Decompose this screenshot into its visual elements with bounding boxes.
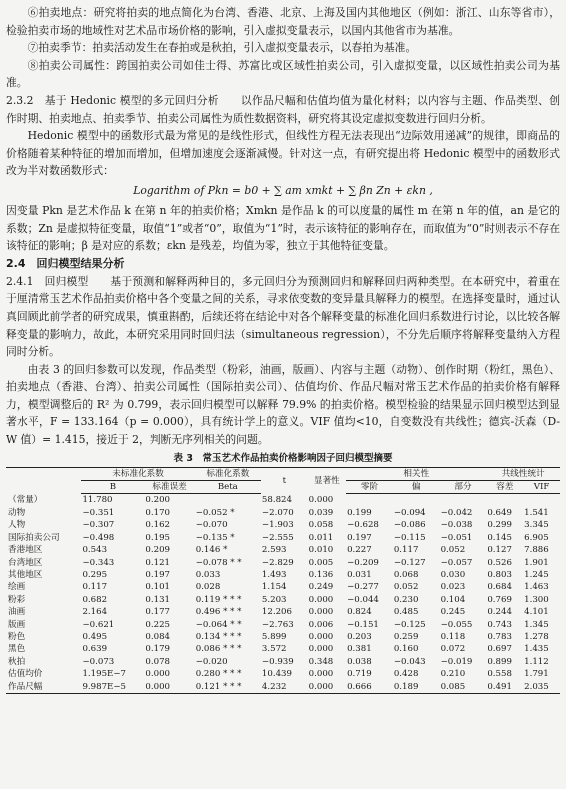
table-cell	[393, 494, 440, 507]
table-row	[6, 643, 560, 655]
table-cell: −0.127	[393, 557, 426, 568]
table-cell: 0.162	[145, 520, 171, 531]
table-cell: 0.195	[145, 532, 171, 543]
table-cell: 0.428	[393, 669, 419, 680]
header-std-error: 标准误差	[144, 481, 194, 494]
table-cell: 0.136	[308, 569, 334, 580]
table-cell: 0.085	[440, 681, 487, 694]
table-cell: −0.055	[440, 619, 473, 630]
table-row	[6, 569, 560, 581]
table-cell: 4.232	[261, 681, 308, 694]
table-cell: 10.439	[261, 669, 292, 680]
header-partial: 偏	[393, 481, 440, 494]
table-cell: 1.112	[524, 656, 549, 667]
table-cell: 58.824	[261, 495, 292, 506]
table-cell: −0.125	[393, 619, 426, 630]
header-correlation: 相关性	[346, 467, 486, 480]
table-cell: −2.555	[261, 532, 294, 543]
table-cell: 0.000	[144, 681, 194, 694]
table-cell: 0.119 * * *	[195, 594, 242, 605]
table-cell: 0.028	[195, 582, 221, 593]
table-cell	[440, 494, 487, 507]
row-label: 估值均价	[8, 669, 43, 680]
header-collinearity: 共线性统计	[486, 467, 560, 480]
row-label: 粉色	[8, 631, 26, 642]
row-label: 版画	[8, 619, 26, 630]
table-cell: 6.905	[524, 532, 549, 543]
table-cell: −0.078 * *	[195, 557, 242, 568]
table-cell: 0.769	[487, 594, 512, 605]
table-cell: 0.052	[393, 582, 419, 593]
table-cell: 1.901	[524, 557, 549, 568]
header-empty	[6, 467, 81, 494]
table-cell: 1.195E−7	[82, 669, 126, 680]
table-cell: 5.899	[261, 631, 287, 642]
table-cell: 0.134 * * *	[195, 631, 242, 642]
table-cell: 0.280 * * *	[195, 669, 242, 680]
row-label: 粉彩	[8, 594, 26, 605]
table-cell: 0.558	[487, 669, 512, 680]
row-label: 油画	[8, 607, 26, 618]
table-cell: 0.118	[440, 631, 466, 642]
table-cell: −2.829	[261, 557, 294, 568]
header-vif: VIF	[523, 481, 560, 494]
table-cell: 0.899	[487, 656, 512, 667]
table-cell: 0.348	[308, 656, 334, 667]
table-cell: 0.000	[145, 669, 171, 680]
table-cell: 0.496 * * *	[195, 607, 242, 618]
table-cell: 0.526	[487, 557, 512, 568]
table-cell: 0.719	[347, 669, 372, 680]
table-cell: 1.278	[524, 631, 549, 642]
table-cell: 0.227	[347, 545, 372, 556]
table-cell: −0.628	[347, 520, 379, 531]
regression-formula: Logarithm of Pkn = b0 + ∑ am xmkt + ∑ βn Zn + εkn ,	[133, 183, 433, 197]
table-cell: −0.351	[82, 507, 115, 518]
table-cell: 0.684	[487, 582, 512, 593]
table-cell: 0.299	[487, 520, 512, 531]
table-cell: −0.094	[393, 507, 426, 518]
table-cell: 0.170	[145, 507, 171, 518]
table-cell: 0.697	[487, 644, 512, 655]
table-cell: 0.000	[308, 594, 334, 605]
table-cell: 0.030	[440, 569, 466, 580]
table-cell: 2.164	[82, 607, 108, 618]
table-cell: 0.000	[308, 681, 346, 694]
row-label: （常量）	[8, 495, 43, 506]
header-tolerance: 容差	[486, 481, 523, 494]
table-cell: 5.203	[261, 594, 287, 605]
table-row	[6, 656, 560, 668]
table-cell: 0.033	[195, 569, 221, 580]
table-cell: 0.039	[308, 507, 334, 518]
table-cell: 0.160	[393, 644, 419, 655]
table-cell: 1.463	[524, 582, 549, 593]
table-cell: 0.249	[308, 582, 334, 593]
table-cell: 0.000	[308, 495, 334, 506]
table-cell: −0.939	[261, 656, 294, 667]
table-cell: 0.244	[487, 607, 512, 618]
table-cell: 0.127	[487, 545, 512, 556]
table-cell: 0.146 *	[195, 545, 228, 556]
table-cell: 0.121	[145, 557, 171, 568]
table-body	[6, 494, 560, 694]
row-label: 绘画	[8, 582, 26, 593]
table-cell: 0.177	[145, 607, 171, 618]
table-cell: 0.245	[440, 607, 466, 618]
table-cell: 0.189	[393, 681, 440, 694]
table-cell: 0.131	[145, 594, 171, 605]
table-cell: 0.543	[82, 545, 108, 556]
table-cell: 0.179	[145, 644, 171, 655]
table-row	[6, 619, 560, 631]
table-cell: −0.498	[82, 532, 115, 543]
header-part: 部分	[440, 481, 487, 494]
table-cell: 0.203	[347, 631, 372, 642]
row-label: 其他地区	[8, 569, 43, 580]
table-cell: 0.145	[487, 532, 512, 543]
table-cell: 0.086 * * *	[195, 644, 242, 655]
header-zero-order: 零阶	[346, 481, 393, 494]
table-cell: −0.073	[82, 656, 115, 667]
header-unstandardized: 未标准化系数	[81, 467, 194, 480]
table-cell: 0.000	[308, 669, 334, 680]
table-cell: 0.259	[393, 631, 419, 642]
table-cell: 0.491	[486, 681, 523, 694]
table-cell: 0.084	[145, 631, 171, 642]
table-row	[6, 544, 560, 556]
table-cell: 7.886	[524, 545, 549, 556]
table-cell: 0.295	[82, 569, 108, 580]
table-row	[6, 494, 560, 507]
paragraph-regression-results: 由表 3 的回归参数可以发现，作品类型（粉彩，油画，版画）、内容与主题（动物）、创作时期（粉红，黑色）、拍卖地点（香港、台湾）、拍卖公司属性（国际拍卖公司）、估值均价、作品尺幅对常玉艺术作品的拍卖价格有解释力，模型调整后的 R² 为 0.799，表示回归模型可以解释 79.9% 的拍卖价格。模型检验的结果显示回归模型达到显著水平，F = 133.164（p = 0.000），具有统计学上的意义。VIF 值均<10，自变数没有共线性；德宾-沃森（D-W 值）= 1.415，接近于 2，判断无序列相关的问题。	[6, 362, 560, 447]
table-cell: −0.038	[440, 520, 473, 531]
row-label: 秋拍	[8, 656, 26, 667]
table-cell: 0.121 * * *	[195, 681, 261, 694]
table-caption: 表 3 常玉艺术作品拍卖价格影响因子回归模型摘要	[173, 452, 393, 464]
paragraph-hedonic-model: Hedonic 模型中的函数形式最为常见的是线性形式，但线性方程无法表现出“边际效用递减”的规律，即商品的价格随着某种特征的增加而增加，但增加速度会逐渐减慢。针对这一点，有研究提出将 Hedonic 模型中的函数形式改为半对数函数形式：	[6, 129, 560, 178]
table-cell: 11.780	[82, 495, 113, 506]
table-cell: 0.824	[347, 607, 372, 618]
table-cell: 0.666	[346, 681, 393, 694]
section-2-4-1: 2.4.1 回归模型 基于预测和解释两种目的，多元回归分为预测回归和解释回归两种类型。在本研究中，着重在于厘清常玉艺术作品拍卖价格中各个变量之间的关系，寻求依变数的变异量具解释力的模型。在选择变量时，通过认真回顾此前学者的研究成果，慎重斟酌，后续还将在结论中对各个解释变量的标准化回归系数进行讨论，以比较各解释变量的影响力，故此，本研究采用同时回归法（simultaneous regression），不分先后顺序将解释变量纳入方程同时分析。	[6, 274, 560, 359]
table-cell: 0.209	[145, 545, 171, 556]
table-cell: 0.101	[145, 582, 171, 593]
table-cell: −2.070	[261, 507, 294, 518]
header-b: B	[81, 481, 144, 494]
paragraph-auction-location: ⑥拍卖地点：研究将拍卖的地点简化为台湾、香港、北京、上海及国内其他地区（例如：浙江、山东等省市），检验拍卖市场的地域性对艺术品市场价格的影响，引入虚拟变量表示，以国内其他省市为基准。	[6, 6, 560, 37]
table-cell: −2.763	[261, 619, 294, 630]
table-cell: 1.541	[524, 507, 549, 518]
table-row	[6, 606, 560, 618]
table-cell: 2.593	[261, 545, 287, 556]
header-standardized: 标准化系数	[195, 467, 261, 480]
table-cell: 0.078	[145, 656, 171, 667]
table-cell: 0.005	[308, 557, 334, 568]
table-row	[6, 581, 560, 593]
table-row	[6, 631, 560, 643]
row-label: 动物	[8, 507, 26, 518]
table-cell: 9.987E−5	[81, 681, 144, 694]
table-cell: 0.199	[347, 507, 372, 518]
table-cell: 1.245	[524, 569, 549, 580]
table-cell: 0.011	[308, 532, 334, 543]
table-cell: −0.064 * *	[195, 619, 242, 630]
table-cell: 3.345	[524, 520, 549, 531]
table-cell: 1.791	[524, 669, 549, 680]
table-cell: −0.307	[82, 520, 115, 531]
table-cell: 0.197	[347, 532, 372, 543]
table-cell: −0.621	[82, 619, 115, 630]
table-cell: −0.086	[393, 520, 426, 531]
table-cell: −0.043	[393, 656, 426, 667]
header-beta: Beta	[195, 481, 261, 494]
table-cell: −0.044	[347, 594, 379, 605]
table-cell: 0.210	[440, 669, 466, 680]
table-cell: 0.743	[487, 619, 512, 630]
section-2-4-heading: 2.4 回归模型结果分析	[6, 256, 125, 270]
table-cell: 0.072	[440, 644, 466, 655]
table-cell: 0.010	[308, 545, 334, 556]
table-cell: 0.006	[308, 619, 334, 630]
table-cell: 4.101	[524, 607, 549, 618]
table-cell: −0.052 *	[195, 507, 235, 518]
table-cell: −1.903	[261, 520, 294, 531]
table-cell: 0.117	[393, 545, 419, 556]
table-row	[6, 507, 560, 519]
row-label: 香港地区	[8, 545, 43, 556]
table-cell: 0.052	[440, 545, 466, 556]
table-cell	[523, 494, 560, 507]
table-cell	[346, 494, 393, 507]
table-cell: 0.639	[82, 644, 108, 655]
table-cell: −0.019	[440, 656, 473, 667]
table-cell: 1.345	[524, 619, 549, 630]
table-row	[6, 557, 560, 569]
table-cell: 2.035	[523, 681, 560, 694]
header-t: t	[261, 467, 308, 494]
table-cell: −0.151	[347, 619, 379, 630]
table-cell: 0.783	[487, 631, 512, 642]
table-cell: 0.682	[82, 594, 108, 605]
section-2-3-2: 2.3.2 基于 Hedonic 模型的多元回归分析 以作品尺幅和估值均值为量化材料；以内容与主题、作品类型、创作时期、拍卖地点、拍卖季节、拍卖公司属性为质性数据资料，研究将其设定虚拟变数进行回归分析。	[6, 93, 560, 125]
table-cell: 3.572	[261, 644, 287, 655]
row-label: 作品尺幅	[6, 681, 81, 694]
row-label: 人物	[8, 520, 26, 531]
table-cell: 0.068	[393, 569, 419, 580]
table-cell: 0.803	[487, 569, 512, 580]
table-cell: 12.206	[261, 607, 292, 618]
table-cell: −0.209	[347, 557, 379, 568]
table-cell: 0.038	[347, 656, 372, 667]
table-cell: −0.135 *	[195, 532, 235, 543]
table-cell: 0.225	[145, 619, 171, 630]
table-cell: 0.649	[487, 507, 512, 518]
table-cell: 0.000	[308, 607, 334, 618]
table-row	[6, 681, 560, 694]
paragraph-auction-company: ⑧拍卖公司属性：跨国拍卖公司如佳士得、苏富比或区域性拍卖公司，引入虚拟变量，以区域性拍卖公司为基准。	[6, 58, 560, 90]
table-cell: 0.485	[393, 607, 419, 618]
table-cell: 1.300	[524, 594, 549, 605]
paragraph-auction-season: ⑦拍卖季节：拍卖活动发生在春拍或是秋拍，引入虚拟变量表示，以春拍为基准。	[27, 41, 417, 55]
table-cell: 0.104	[440, 594, 466, 605]
table-cell	[195, 494, 261, 507]
table-cell: 0.023	[440, 582, 466, 593]
table-cell: 0.000	[308, 644, 334, 655]
regression-table	[6, 467, 560, 694]
table-cell: 1.154	[261, 582, 287, 593]
row-label: 国际拍卖公司	[8, 532, 60, 543]
table-cell: 0.058	[308, 520, 334, 531]
table-cell: −0.070	[195, 520, 228, 531]
table-cell: 0.117	[82, 582, 108, 593]
table-cell: 0.381	[347, 644, 372, 655]
table-cell: 0.197	[145, 569, 171, 580]
table-cell: 0.031	[347, 569, 372, 580]
table-cell: 1.493	[261, 569, 287, 580]
table-row	[6, 594, 560, 606]
header-significance: 显著性	[308, 467, 346, 494]
table-cell: 0.230	[393, 594, 419, 605]
table-cell: −0.277	[347, 582, 379, 593]
table-row	[6, 519, 560, 531]
table-row	[6, 668, 560, 680]
table-cell: −0.020	[195, 656, 228, 667]
table-cell: −0.057	[440, 557, 473, 568]
table-cell	[486, 494, 523, 507]
table-cell: 0.495	[82, 631, 108, 642]
row-label: 台湾地区	[8, 557, 43, 568]
table-cell: −0.042	[440, 507, 473, 518]
table-cell: −0.051	[440, 532, 473, 543]
row-label: 黑色	[8, 644, 26, 655]
table-row	[6, 532, 560, 544]
table-cell: 1.435	[524, 644, 549, 655]
table-cell: −0.343	[82, 557, 115, 568]
table-cell: 0.200	[145, 495, 171, 506]
table-cell: −0.115	[393, 532, 426, 543]
paragraph-variable-definitions: 因变量 Pkn 是艺术作品 k 在第 n 年的拍卖价格；Xmkn 是作品 k 的可以度量的属性 m 在第 n 年的值，an 是它的系数；Zn 是虚拟特征变量，取值“1”或者“0”，取值为“1”时，表示该特征的影响存在，而取值为“0”时则表示不存在该特征的影响；β 是对应的系数；εkn 是残差，均值为零，独立于其他特征变量。	[6, 203, 560, 253]
table-cell: 0.000	[308, 631, 334, 642]
